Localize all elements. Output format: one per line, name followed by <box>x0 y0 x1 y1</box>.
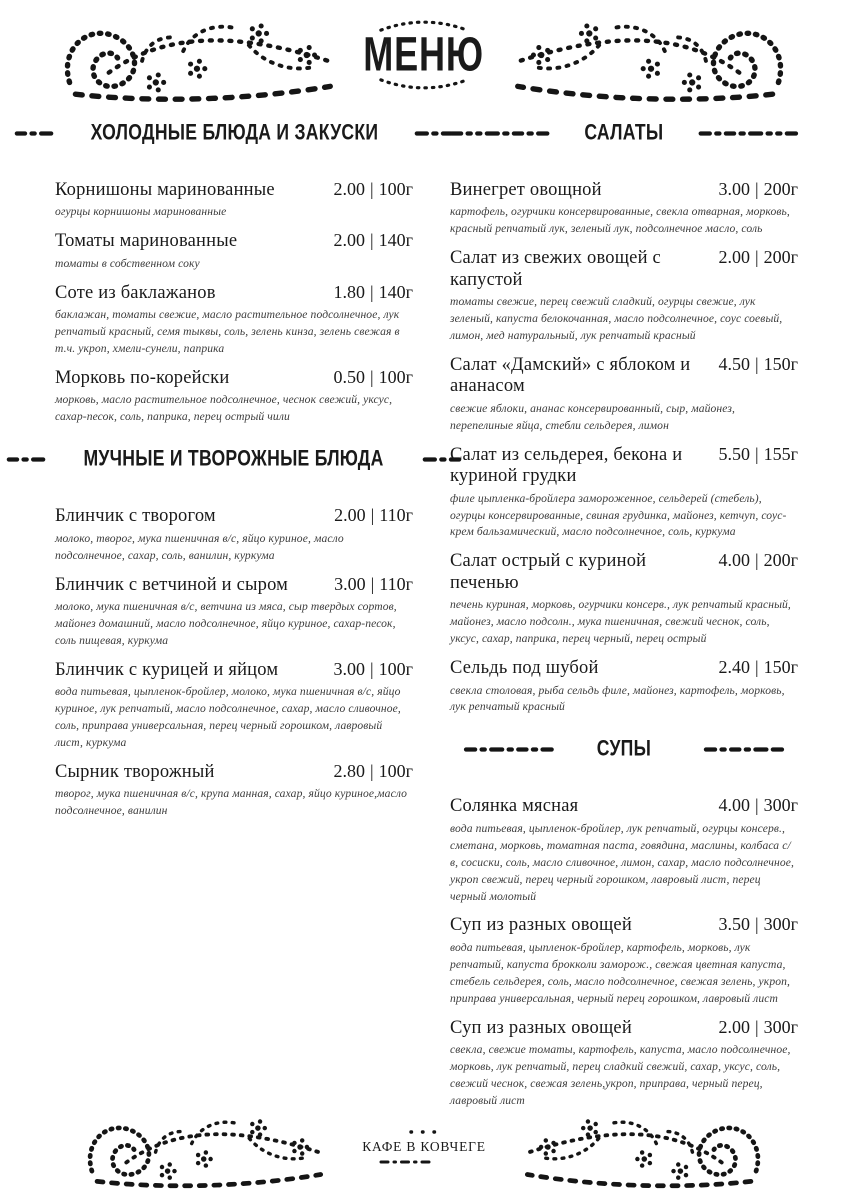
dish-price <box>719 247 799 268</box>
dish-price <box>334 179 414 200</box>
dish-price <box>719 354 799 375</box>
floral-ornament-icon <box>45 6 345 104</box>
dish-ingredients: томаты свежие, перец свежий сладкий, огурцы свежие, лук зеленый, капуста белокочанная, масло подсолнечное, соус соевый, лимон, мед натуральный, лук репчатый красный <box>450 295 783 343</box>
dash-ornament-icon <box>664 744 790 755</box>
dish-ingredients: молоко, творог, мука пшеничная в/с, яйцо куриное, масло подсолнечное, сахар, соль, ванилин, куркума <box>55 531 344 562</box>
dish-weight: 150г <box>763 657 798 678</box>
menu-item <box>450 444 798 542</box>
dish-ingredients: томаты в собственном соку <box>55 256 200 270</box>
price-value: 4.50 <box>718 353 750 374</box>
price-separator: | <box>755 914 759 935</box>
price-separator: | <box>755 179 759 199</box>
dish-ingredients: морковь, масло растительное подсолнечное, чеснок свежий, уксус, сахар-песок, соль, паприка, перец острый чили <box>55 393 393 424</box>
dish-price <box>334 761 414 782</box>
price-value: 2.00 <box>334 505 366 526</box>
price-value: 5.50 <box>718 443 750 464</box>
dish-ingredients: свежие яблоки, ананас консервированный, сыр, майонез, перепелиные яйца, стебли сельдерея, лимон <box>450 401 735 432</box>
dish-weight: 150г <box>763 353 798 374</box>
page-footer <box>0 1104 848 1190</box>
price-value: 3.00 <box>334 573 366 594</box>
menu-item <box>55 367 413 426</box>
dish-name: Томаты маринованные <box>55 231 238 252</box>
menu-item <box>55 761 413 820</box>
section-title: ХОЛОДНЫЕ БЛЮДА И ЗАКУСКИ <box>90 120 378 146</box>
price-value: 2.00 <box>718 1016 750 1037</box>
dash-ornament-icon <box>4 454 54 465</box>
price-value: 3.00 <box>718 179 750 199</box>
dish-weight: 100г <box>378 658 413 679</box>
dish-weight: 140г <box>378 230 413 251</box>
price-value: 4.00 <box>718 550 750 571</box>
right-column <box>450 122 798 1119</box>
dish-name: Соте из баклажанов <box>55 282 216 303</box>
price-separator: | <box>370 573 375 594</box>
dish-name: Суп из разных овощей <box>450 915 632 936</box>
dash-ornament-icon <box>12 128 62 139</box>
dish-price <box>334 505 413 526</box>
price-separator: | <box>370 366 374 387</box>
page-header <box>0 6 848 104</box>
price-separator: | <box>755 795 759 816</box>
floral-ornament-icon <box>512 1104 780 1190</box>
dish-name: Суп из разных овощей <box>450 1017 632 1038</box>
price-separator: | <box>370 760 374 781</box>
price-value: 2.80 <box>333 760 365 781</box>
price-value: 1.80 <box>333 281 365 302</box>
section-title: МУЧНЫЕ И ТВОРОЖНЫЕ БЛЮДА <box>83 446 385 472</box>
dish-price <box>334 659 414 680</box>
menu-item <box>450 1017 798 1110</box>
cafe-name: КАФЕ В КОВЧЕГЕ <box>362 1139 486 1154</box>
dish-ingredients: баклажан, томаты свежие, масло растительное подсолнечное, лук репчатый красный, семя тыквы, соль, зелень кинза, зелень свежая в т.ч. укроп, хмели-сунели, паприка <box>55 308 400 356</box>
price-separator: | <box>755 353 759 374</box>
dish-price <box>334 574 413 595</box>
menu-item <box>450 354 798 435</box>
section-title: САЛАТЫ <box>584 120 664 146</box>
dash-ornament-icon <box>458 744 584 755</box>
left-column <box>55 122 413 829</box>
price-separator: | <box>370 230 374 251</box>
dish-price <box>334 367 414 388</box>
dish-name: Морковь по-корейски <box>55 367 230 388</box>
section-header-soups <box>450 738 798 761</box>
menu-item <box>450 795 798 905</box>
menu-item <box>55 659 413 752</box>
dish-price <box>719 795 799 816</box>
dish-name: Блинчик с творогом <box>55 506 216 527</box>
dish-ingredients: свекла, свежие томаты, картофель, капуста, масло подсолнечное, морковь, лук репчатый, перец сладкий свежий, сахар, уксус, соль, свежий чеснок, свежая зелень,укроп, приправа, черный перец, лавровый лист <box>450 1043 791 1107</box>
dish-weight: 110г <box>379 505 413 526</box>
dish-ingredients: огурцы корнишоны маринованные <box>55 205 227 219</box>
dish-name: Солянка мясная <box>450 796 579 817</box>
menu-item <box>450 550 798 648</box>
dish-weight: 300г <box>763 1016 798 1037</box>
price-value: 2.40 <box>718 657 750 678</box>
price-value: 0.50 <box>333 366 365 387</box>
price-separator: | <box>755 657 759 678</box>
dish-name: Салат из сельдерея, бекона и куриной грудки <box>450 444 683 487</box>
dots-ornament-icon <box>407 1128 441 1136</box>
dish-weight: 200г <box>763 550 798 571</box>
menu-item <box>450 247 798 345</box>
dish-ingredients: свекла столовая, рыба сельдь филе, майонез, картофель, морковь, лук репчатый красный <box>450 683 785 714</box>
dash-ornament-icon <box>378 1158 470 1166</box>
section-header-salads <box>450 122 798 145</box>
dish-name: Блинчик с курицей и яйцом <box>55 659 279 680</box>
dish-name: Блинчик с ветчиной и сыром <box>55 574 289 595</box>
dish-weight: 100г <box>378 179 413 199</box>
price-value: 3.00 <box>333 658 365 679</box>
menu-item <box>55 282 413 358</box>
dish-ingredients: вода питьевая, цыпленок-бройлер, картофель, морковь, лук репчатый, капуста брокколи заморож., свежая цветная капуста, стебель сельдерея, соль, масло подсолнечное, свежая зелень, укроп, приправа универсальная, черный перец горошком, лавровый лист <box>450 940 791 1005</box>
dish-ingredients: печень куриная, морковь, огурчики консерв., лук репчатый красный, майонез, масло подсолн., мука пшеничная, свежий чеснок, соль, уксус, сахар, паприка, перец черный, перец острый <box>450 598 791 646</box>
floral-ornament-icon <box>503 6 803 104</box>
dish-price <box>719 1017 799 1038</box>
menu-item <box>55 230 413 272</box>
menu-item <box>55 505 413 564</box>
price-value: 4.00 <box>718 795 750 816</box>
dish-name: Сельдь под шубой <box>450 658 599 679</box>
menu-item <box>450 179 798 238</box>
dish-weight: 110г <box>379 573 413 594</box>
price-value: 2.00 <box>333 179 365 199</box>
dish-weight: 200г <box>763 247 798 268</box>
price-separator: | <box>755 247 759 268</box>
dish-price <box>334 230 414 251</box>
dish-name: Салат острый с куриной печенью <box>450 551 647 593</box>
cafe-name-block <box>342 1128 506 1166</box>
price-separator: | <box>370 505 375 526</box>
dish-name: Салат из свежих овощей с капустой <box>450 248 661 290</box>
menu-item <box>450 914 798 1007</box>
dish-weight: 300г <box>763 795 798 816</box>
dish-price <box>719 914 799 935</box>
section-title: СУПЫ <box>596 736 652 762</box>
price-separator: | <box>370 658 374 679</box>
dish-weight: 140г <box>378 281 413 302</box>
section-header-cold-dishes <box>55 122 413 145</box>
dish-price <box>719 550 799 571</box>
page-title: МЕНЮ <box>363 27 485 82</box>
dish-price <box>334 282 414 303</box>
menu-item <box>55 179 413 221</box>
dash-ornament-icon <box>444 128 570 139</box>
price-separator: | <box>370 281 374 302</box>
dish-ingredients: вода питьевая, цыпленок-бройлер, молоко, мука пшеничная в/с, яйцо куриное, лук репчатый, масло подсолнечное, сахар, масло сливочное, соль, приправа универсальная, перец черный горошком, лавровый лист, куркума <box>55 685 401 749</box>
price-value: 2.00 <box>718 247 750 268</box>
floral-ornament-icon <box>68 1104 336 1190</box>
menu-item <box>55 574 413 650</box>
menu-item <box>450 657 798 716</box>
menu-title-block <box>349 17 499 93</box>
price-value: 2.00 <box>333 230 365 251</box>
dish-weight: 100г <box>378 366 413 387</box>
dish-price <box>719 657 799 678</box>
price-separator: | <box>755 443 759 464</box>
dash-ornament-icon <box>678 128 804 139</box>
dish-ingredients: филе цыпленка-бройлера замороженное, сельдерей (стебель), огурцы консервированные, свиная грудинка, майонез, кетчуп, соус-крем бальзамический, масло подсолнечное, соль, куркума <box>450 491 787 539</box>
section-header-flour-dishes <box>55 448 413 471</box>
dish-ingredients: вода питьевая, цыпленок-бройлер, лук репчатый, огурцы консерв., сметана, морковь, томатная паста, говядина, маслины, колбаса с/в, сосиски, соль, масло сливочное, лимон, сахар, масло подсолнечное, укроп свежий, перец черный горошком, лавровый лист, перец черный молотый <box>450 821 794 903</box>
dish-name: Корнишоны маринованные <box>55 180 275 200</box>
price-separator: | <box>755 1016 759 1037</box>
price-value: 3.50 <box>718 914 750 935</box>
dish-ingredients: картофель, огурчики консервированные, свекла отварная, морковь, красный репчатый лук, зеленый лук, подсолнечное масло, соль <box>450 205 790 236</box>
dish-name: Винегрет овощной <box>450 180 602 200</box>
price-separator: | <box>370 179 374 199</box>
dish-weight: 100г <box>378 760 413 781</box>
dish-name: Сырник творожный <box>55 761 215 782</box>
dish-price <box>719 179 799 200</box>
dish-price <box>719 444 799 465</box>
dish-ingredients: молоко, мука пшеничная в/с, ветчина из мяса, сыр твердых сортов, майонез домашний, масло подсолнечное, яйцо куриное, сахар-песок, соль пищевая, куркума <box>55 600 397 647</box>
dish-name: Салат «Дамский» с яблоком и ананасом <box>450 354 691 397</box>
dish-ingredients: творог, мука пшеничная в/с, крупа манная, сахар, яйцо куриное,масло подсолнечное, ванилин <box>55 787 408 818</box>
dish-weight: 200г <box>763 179 798 199</box>
dish-weight: 155г <box>763 443 798 464</box>
price-separator: | <box>755 550 759 571</box>
dish-weight: 300г <box>763 914 798 935</box>
